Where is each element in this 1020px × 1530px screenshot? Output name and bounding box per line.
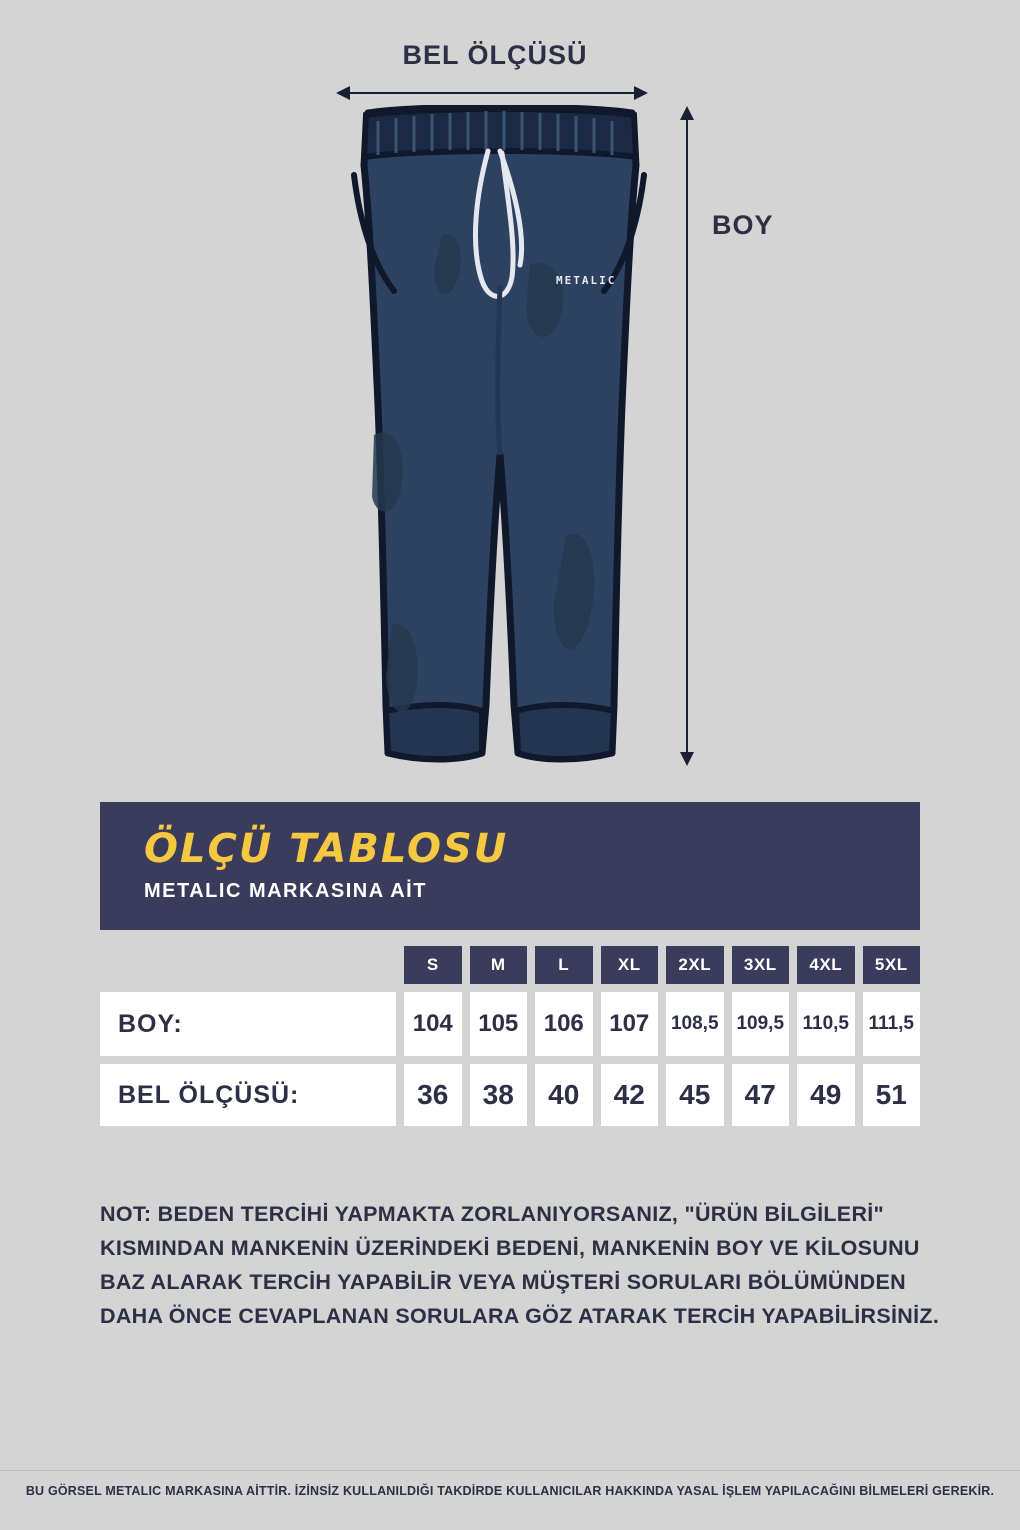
- size-header-cell: L: [535, 946, 593, 984]
- size-header-cell: 5XL: [863, 946, 921, 984]
- banner-subtitle: METALIC MARKASINA AİT: [144, 880, 427, 902]
- table-cell: 110,5: [797, 992, 855, 1056]
- garment-brandmark: METALIC: [556, 274, 617, 287]
- table-cell: 108,5: [666, 992, 724, 1056]
- double-headed-horizontal-arrow-icon: [348, 92, 636, 94]
- banner-title: ÖLÇÜ TABLOSU: [144, 826, 509, 872]
- sweatpants-illustration: [330, 105, 670, 765]
- size-header-cell: M: [470, 946, 528, 984]
- table-corner-cell: [100, 946, 396, 984]
- table-cell: 109,5: [732, 992, 790, 1056]
- table-cell: 40: [535, 1064, 593, 1126]
- table-cell: 47: [732, 1064, 790, 1126]
- table-cell: 106: [535, 992, 593, 1056]
- size-note: [100, 1198, 940, 1334]
- size-header-cell: 2XL: [666, 946, 724, 984]
- size-table: [100, 946, 920, 1134]
- table-cell: 42: [601, 1064, 659, 1126]
- waist-measure-label: BEL ÖLÇÜSÜ: [402, 40, 588, 70]
- table-cell: 38: [470, 1064, 528, 1126]
- table-header-row: [100, 946, 920, 984]
- note-line: BAZ ALARAK TERCİH YAPABİLİR VEYA MÜŞTERİ SORULARI BÖLÜMÜNDEN: [100, 1269, 906, 1294]
- table-row: [100, 992, 920, 1056]
- double-headed-vertical-arrow-icon: [686, 118, 688, 754]
- size-header-cell: XL: [601, 946, 659, 984]
- table-row: [100, 1064, 920, 1126]
- size-header-cell: 3XL: [732, 946, 790, 984]
- table-cell: 107: [601, 992, 659, 1056]
- note-line: NOT: BEDEN TERCİHİ YAPMAKTA ZORLANIYORSANIZ, "ÜRÜN BİLGİLERİ": [100, 1202, 885, 1226]
- table-cell: 105: [470, 992, 528, 1056]
- copyright-footer: BU GÖRSEL METALIC MARKASINA AİTTİR. İZİNSİZ KULLANILDIĞI TAKDİRDE KULLANICILAR HAKKINDA YASAL İŞLEM YAPILACAĞINI BİLMELERİ GEREKİR.: [25, 1484, 995, 1498]
- footer-divider: [0, 1470, 1020, 1471]
- height-measure-label: BOY: [712, 210, 774, 240]
- table-cell: 49: [797, 1064, 855, 1126]
- table-cell: 104: [404, 992, 462, 1056]
- table-cell: 51: [863, 1064, 921, 1126]
- size-chart-banner: [100, 802, 920, 930]
- row-label-waist: BEL ÖLÇÜSÜ:: [100, 1064, 396, 1126]
- table-cell: 36: [404, 1064, 462, 1126]
- note-line: DAHA ÖNCE CEVAPLANAN SORULARA GÖZ ATARAK TERCİH YAPABİLİRSİNİZ.: [100, 1303, 940, 1328]
- size-header-cell: S: [404, 946, 462, 984]
- row-label-height: BOY:: [100, 992, 396, 1056]
- note-line: KISMINDAN MANKENİN ÜZERİNDEKİ BEDENİ, MANKENİN BOY VE KİLOSUNU: [100, 1235, 920, 1260]
- table-cell: 111,5: [863, 992, 921, 1056]
- size-header-cell: 4XL: [797, 946, 855, 984]
- table-cell: 45: [666, 1064, 724, 1126]
